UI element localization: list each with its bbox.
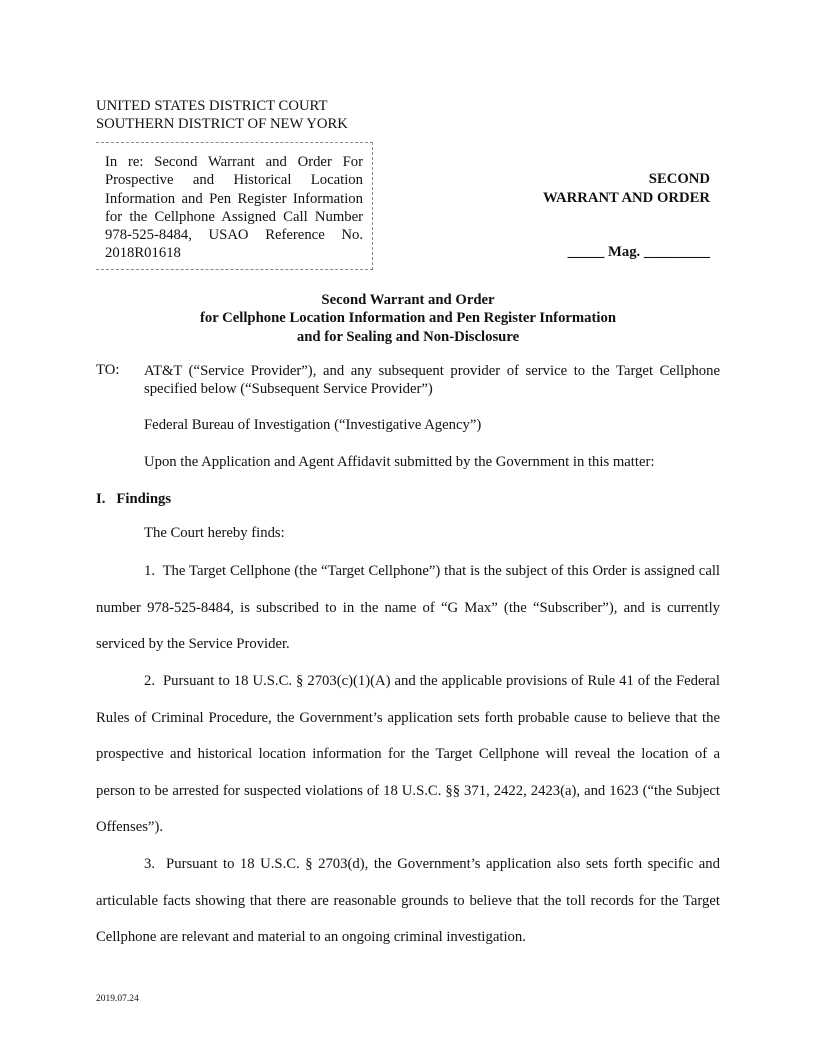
footer-date: 2019.07.24 (96, 994, 139, 1004)
finding-paragraph-2: 2. Pursuant to 18 U.S.C. § 2703(c)(1)(A) and the applicable provisions of Rule 41 of the Federal Rules of Criminal Procedure, the Government’s application sets forth probable cause to believe that the prospective and historical location information for the Target Cellphone will reveal the location of a person to be arrested for suspected violations of 18 U.S.C. §§ 371, 2422, 2423(a), and 1623 (“the Subject Offenses”). (96, 673, 720, 836)
case-caption-box (96, 142, 373, 270)
document-title-line-2: WARRANT AND ORDER (542, 190, 710, 206)
order-heading-line-1: Second Warrant and Order (321, 292, 495, 308)
court-line-2: SOUTHERN DISTRICT OF NEW YORK (96, 116, 348, 132)
section-heading-findings: I. Findings (96, 491, 172, 507)
document-title-line-1: SECOND (648, 171, 710, 187)
magistrate-number: _____ Mag. _________ (567, 244, 710, 260)
order-heading-line-2: for Cellphone Location Information and Pen Register Information (199, 310, 616, 327)
order-heading (96, 291, 720, 346)
to-agency: Federal Bureau of Investigation (“Investigative Agency”) (144, 417, 482, 433)
order-heading-line-3: and for Sealing and Non-Disclosure (296, 328, 520, 345)
finding-paragraph-1: 1. The Target Cellphone (the “Target Cellphone”) that is the subject of this Order is assigned call number 978-525-8484, is subscribed to in the name of “G Max” (the “Subscriber”), and is currently serviced by the Service Provider. (96, 563, 720, 653)
court-name (96, 97, 348, 133)
case-caption: In re: Second Warrant and Order For Prospective and Historical Location Information and Pen Register Information for the Cellphone Assigned Call Number 978-525-8484, USAO Reference No. 2018R01618 (105, 154, 363, 262)
document-title (543, 170, 710, 208)
finding-paragraph-3: 3. Pursuant to 18 U.S.C. § 2703(d), the Government’s application also sets forth specific and articulable facts showing that there are reasonable grounds to believe that the toll records for the Target Cellphone are relevant and material to an ongoing criminal investigation. (96, 856, 720, 946)
court-line-1: UNITED STATES DISTRICT COURT (96, 98, 328, 114)
findings-intro: The Court hereby finds: (144, 525, 285, 541)
upon-application: Upon the Application and Agent Affidavit submitted by the Government in this matter: (144, 454, 655, 470)
to-recipient: AT&T (“Service Provider”), and any subsequent provider of service to the Target Cellphone specified below (“Subsequent Service Provider”) (144, 363, 720, 398)
to-label: TO: (96, 362, 120, 378)
